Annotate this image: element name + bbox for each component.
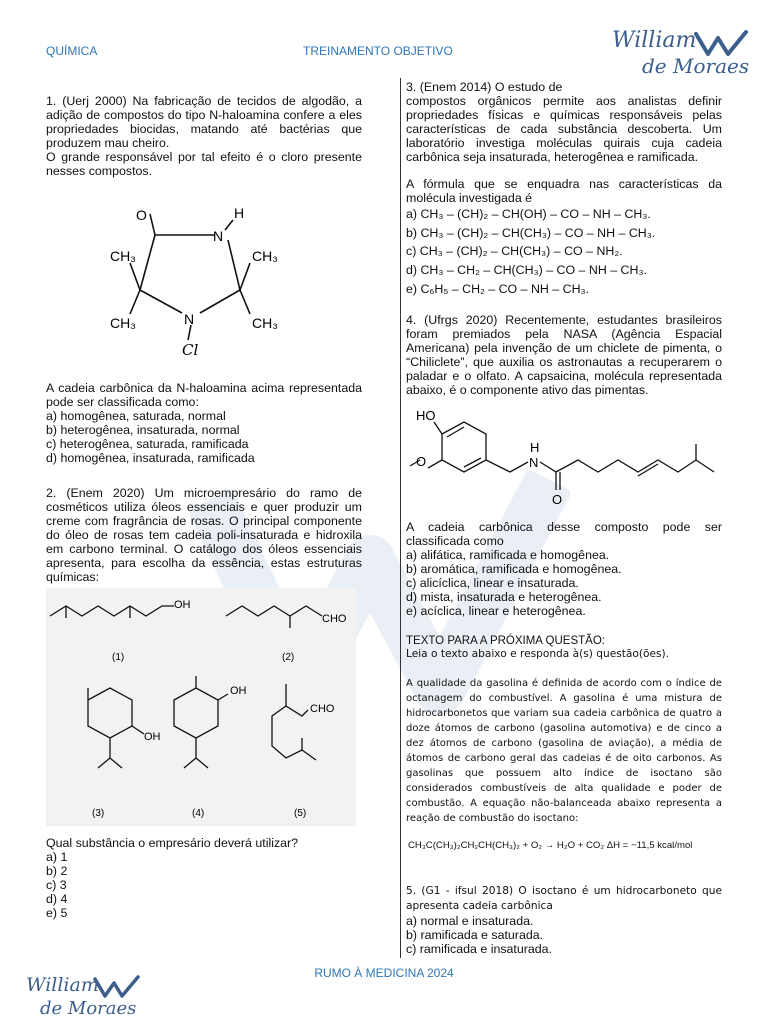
q1-atom-n: N [213, 228, 224, 244]
q2-structure-number-2: (2) [282, 652, 295, 663]
q1-stem: A cadeia carbônica da N-haloamina acima representada pode ser classificada como: [46, 381, 362, 409]
q2-oh-label-1: OH [174, 599, 191, 611]
support-text-title: TEXTO PARA A PRÓXIMA QUESTÃO: [406, 635, 605, 647]
q1-methyl-2: CH₃ [252, 248, 278, 264]
footer-logo-line1: William [26, 974, 99, 996]
q5-option-b[interactable]: b) ramificada e saturada. [406, 928, 544, 942]
q4-hydroxyl-label: HO [416, 408, 436, 423]
q5-option-a[interactable]: a) normal e insaturada. [406, 914, 534, 928]
q2-option-c[interactable]: c) 3 [46, 878, 67, 892]
q4-answers [406, 520, 722, 618]
q3-option-b[interactable]: b) CH₃ – (CH)₂ – CH(CH₃) – CO – NH – CH₃. [406, 226, 656, 240]
q2-answers [46, 836, 362, 920]
q1-atom-o: O [136, 207, 147, 223]
q4-option-d[interactable]: d) mista, insaturada e heterogênea. [406, 590, 602, 604]
q2-stem: Qual substância o empresário deverá utilizar? [46, 836, 299, 850]
q4-statement: 4. (Ufrgs 2020) Recentemente, estudantes brasileiros foram premiados pela NASA (Agência Espacial Americana) pela invenção de um chiclete de pimenta, o “Chiliclete”, que auxilia os astronautas a recuperarem o paladar e o olfato. A capsaicina, molécula representada abaixo, é o componente ativo das pimentas. [406, 313, 722, 397]
q3-option-a[interactable]: a) CH₃ – (CH)₂ – CH(OH) – CO – NH – CH₃. [406, 207, 651, 221]
footer-label: RUMO À MEDICINA 2024 [314, 966, 454, 980]
q4-option-e[interactable]: e) acíclica, linear e heterogênea. [406, 604, 586, 618]
q1-atom-cl: Cl [182, 341, 199, 359]
q5-statement: 5. (G1 - ifsul 2018) O isoctano é um hidrocarboneto que apresenta cadeia carbônica [406, 885, 722, 912]
q2-option-a[interactable]: a) 1 [46, 850, 68, 864]
q1-methyl-4: CH₃ [252, 315, 278, 331]
n-haloamine-structure [100, 200, 300, 360]
support-text-instruction: Leia o texto abaixo e responda à(s) questão(ões). [406, 648, 670, 660]
q2-option-b[interactable]: b) 2 [46, 864, 68, 878]
q4-amide-n: N [529, 455, 539, 470]
column-divider [400, 78, 401, 958]
logo-name-line1: William [612, 28, 697, 53]
q1-statement-2: O grande responsável por tal efeito é o cloro presente nesses compostos. [46, 150, 362, 178]
question-2 [46, 486, 362, 584]
support-text-body: A qualidade da gasolina é definida de acordo com o índice de octanagem do combustível. A gasolina é uma mistura de hidrocarbonetos que variam sua cadeia carbônica de quatro a doze átomos de carbono (gasolina automotiva) e de cinco a dez átomos de carbono (gasolina de aviação), a média de átomos de carbono geral das cadeias é de oito carbonos. As gasolinas que possuem alto índice de isoctano são considerados combustíveis de alta qualidade e poder de combustão. A equação não-balanceada abaixo representa a reação de combustão do isoctano: [406, 678, 722, 824]
q5-answers [406, 914, 722, 956]
capsaicin-structure [406, 404, 720, 514]
q5-option-c[interactable]: c) ramificada e insaturada. [406, 942, 553, 956]
q4-option-b[interactable]: b) aromática, ramificada e homogênea. [406, 562, 622, 576]
subject-label: QUÍMICA [46, 44, 98, 58]
q2-option-d[interactable]: d) 4 [46, 892, 68, 906]
q1-option-d[interactable]: d) homogênea, insaturada, ramificada [46, 451, 255, 465]
q1-methyl-3: CH₃ [110, 315, 136, 331]
q4-option-a[interactable]: a) alifática, ramificada e homogênea. [406, 548, 610, 562]
footer-logo-line2: de Moraes [40, 998, 137, 1019]
q2-statement: 2. (Enem 2020) Um microempresário do ramo de cosméticos utiliza óleos essenciais e quer produzir um creme com fragrância de rosas. O principal componente do óleo de rosas tem cadeia poli-insaturada e hidroxila em carbono terminal. O catálogo dos óleos essenciais apresenta, para escolha da essência, estas estruturas químicas: [46, 486, 362, 584]
question-1 [46, 94, 362, 178]
q4-option-c[interactable]: c) alicíclica, linear e insaturada. [406, 576, 579, 590]
q2-structure-number-3: (3) [92, 808, 105, 819]
essential-oils-structures [46, 588, 356, 826]
question-3 [406, 80, 722, 164]
q3-statement-head: 3. (Enem 2014) O estudo de [406, 80, 563, 94]
q3-statement: compostos orgânicos permite aos analistas definir propriedades físicas e químicas responsáveis pelas características de cada substância descoberta. Um laboratório investiga moléculas quirais cuja cadeia carbônica seja insaturada, heterogênea e ramificada. [406, 94, 722, 164]
q4-carbonyl-o: O [552, 492, 563, 507]
q1-option-a[interactable]: a) homogênea, saturada, normal [46, 409, 226, 423]
q2-cho-label-2: CHO [310, 703, 335, 715]
q2-option-e[interactable]: e) 5 [46, 906, 68, 920]
q2-oh-label-2: OH [144, 731, 161, 743]
q3-stem-wrap [406, 177, 722, 205]
section-title: TREINAMENTO OBJETIVO [303, 44, 453, 58]
q1-option-c[interactable]: c) heterogênea, saturada, ramificada [46, 437, 249, 451]
q1-atom-n-ring: N [184, 311, 195, 327]
q4-ether-oxygen: O [416, 454, 427, 469]
q2-structure-number-4: (4) [192, 808, 205, 819]
brand-logo [612, 26, 752, 80]
q2-structure-number-5: (5) [294, 808, 307, 819]
logo-name-line2: de Moraes [642, 54, 750, 78]
q1-option-b[interactable]: b) heterogênea, insaturada, normal [46, 423, 240, 437]
q4-stem: A cadeia carbônica desse composto pode ser classificada como [406, 520, 722, 548]
isooctane-combustion-equation: CH₃C(CH₃)₂CH₂CH(CH₃)₂ + O₂ → H₂O + CO₂ ΔH = −11,5 kcal/mol [408, 840, 693, 851]
q2-structure-number-1: (1) [112, 652, 125, 663]
q2-oh-label-3: OH [230, 685, 247, 697]
footer-logo-w-mark [92, 974, 142, 1000]
question-4 [406, 313, 722, 397]
q3-stem: A fórmula que se enquadra nas características da molécula investigada é [406, 177, 722, 205]
q1-atom-h: H [234, 205, 245, 221]
q1-statement: 1. (Uerj 2000) Na fabricação de tecidos de algodão, a adição de compostos do tipo N-haloamina confere a eles propriedades biocidas, matando até bactérias que produzem mau cheiro. [46, 94, 362, 150]
q1-answers [46, 381, 362, 465]
q4-amide-h: H [530, 440, 540, 455]
q2-cho-label-1: CHO [322, 613, 347, 625]
q3-option-e[interactable]: e) C₆H₅ – CH₂ – CO – NH – CH₃. [406, 282, 590, 296]
logo-w-mark [692, 28, 752, 58]
q3-option-c[interactable]: c) CH₃ – (CH)₂ – CH(CH₃) – CO – NH₂. [406, 244, 623, 258]
footer-logo [26, 972, 156, 1022]
q3-option-d[interactable]: d) CH₃ – CH₂ – CH(CH₃) – CO – NH – CH₃. [406, 263, 647, 277]
q1-methyl-1: CH₃ [110, 248, 136, 264]
